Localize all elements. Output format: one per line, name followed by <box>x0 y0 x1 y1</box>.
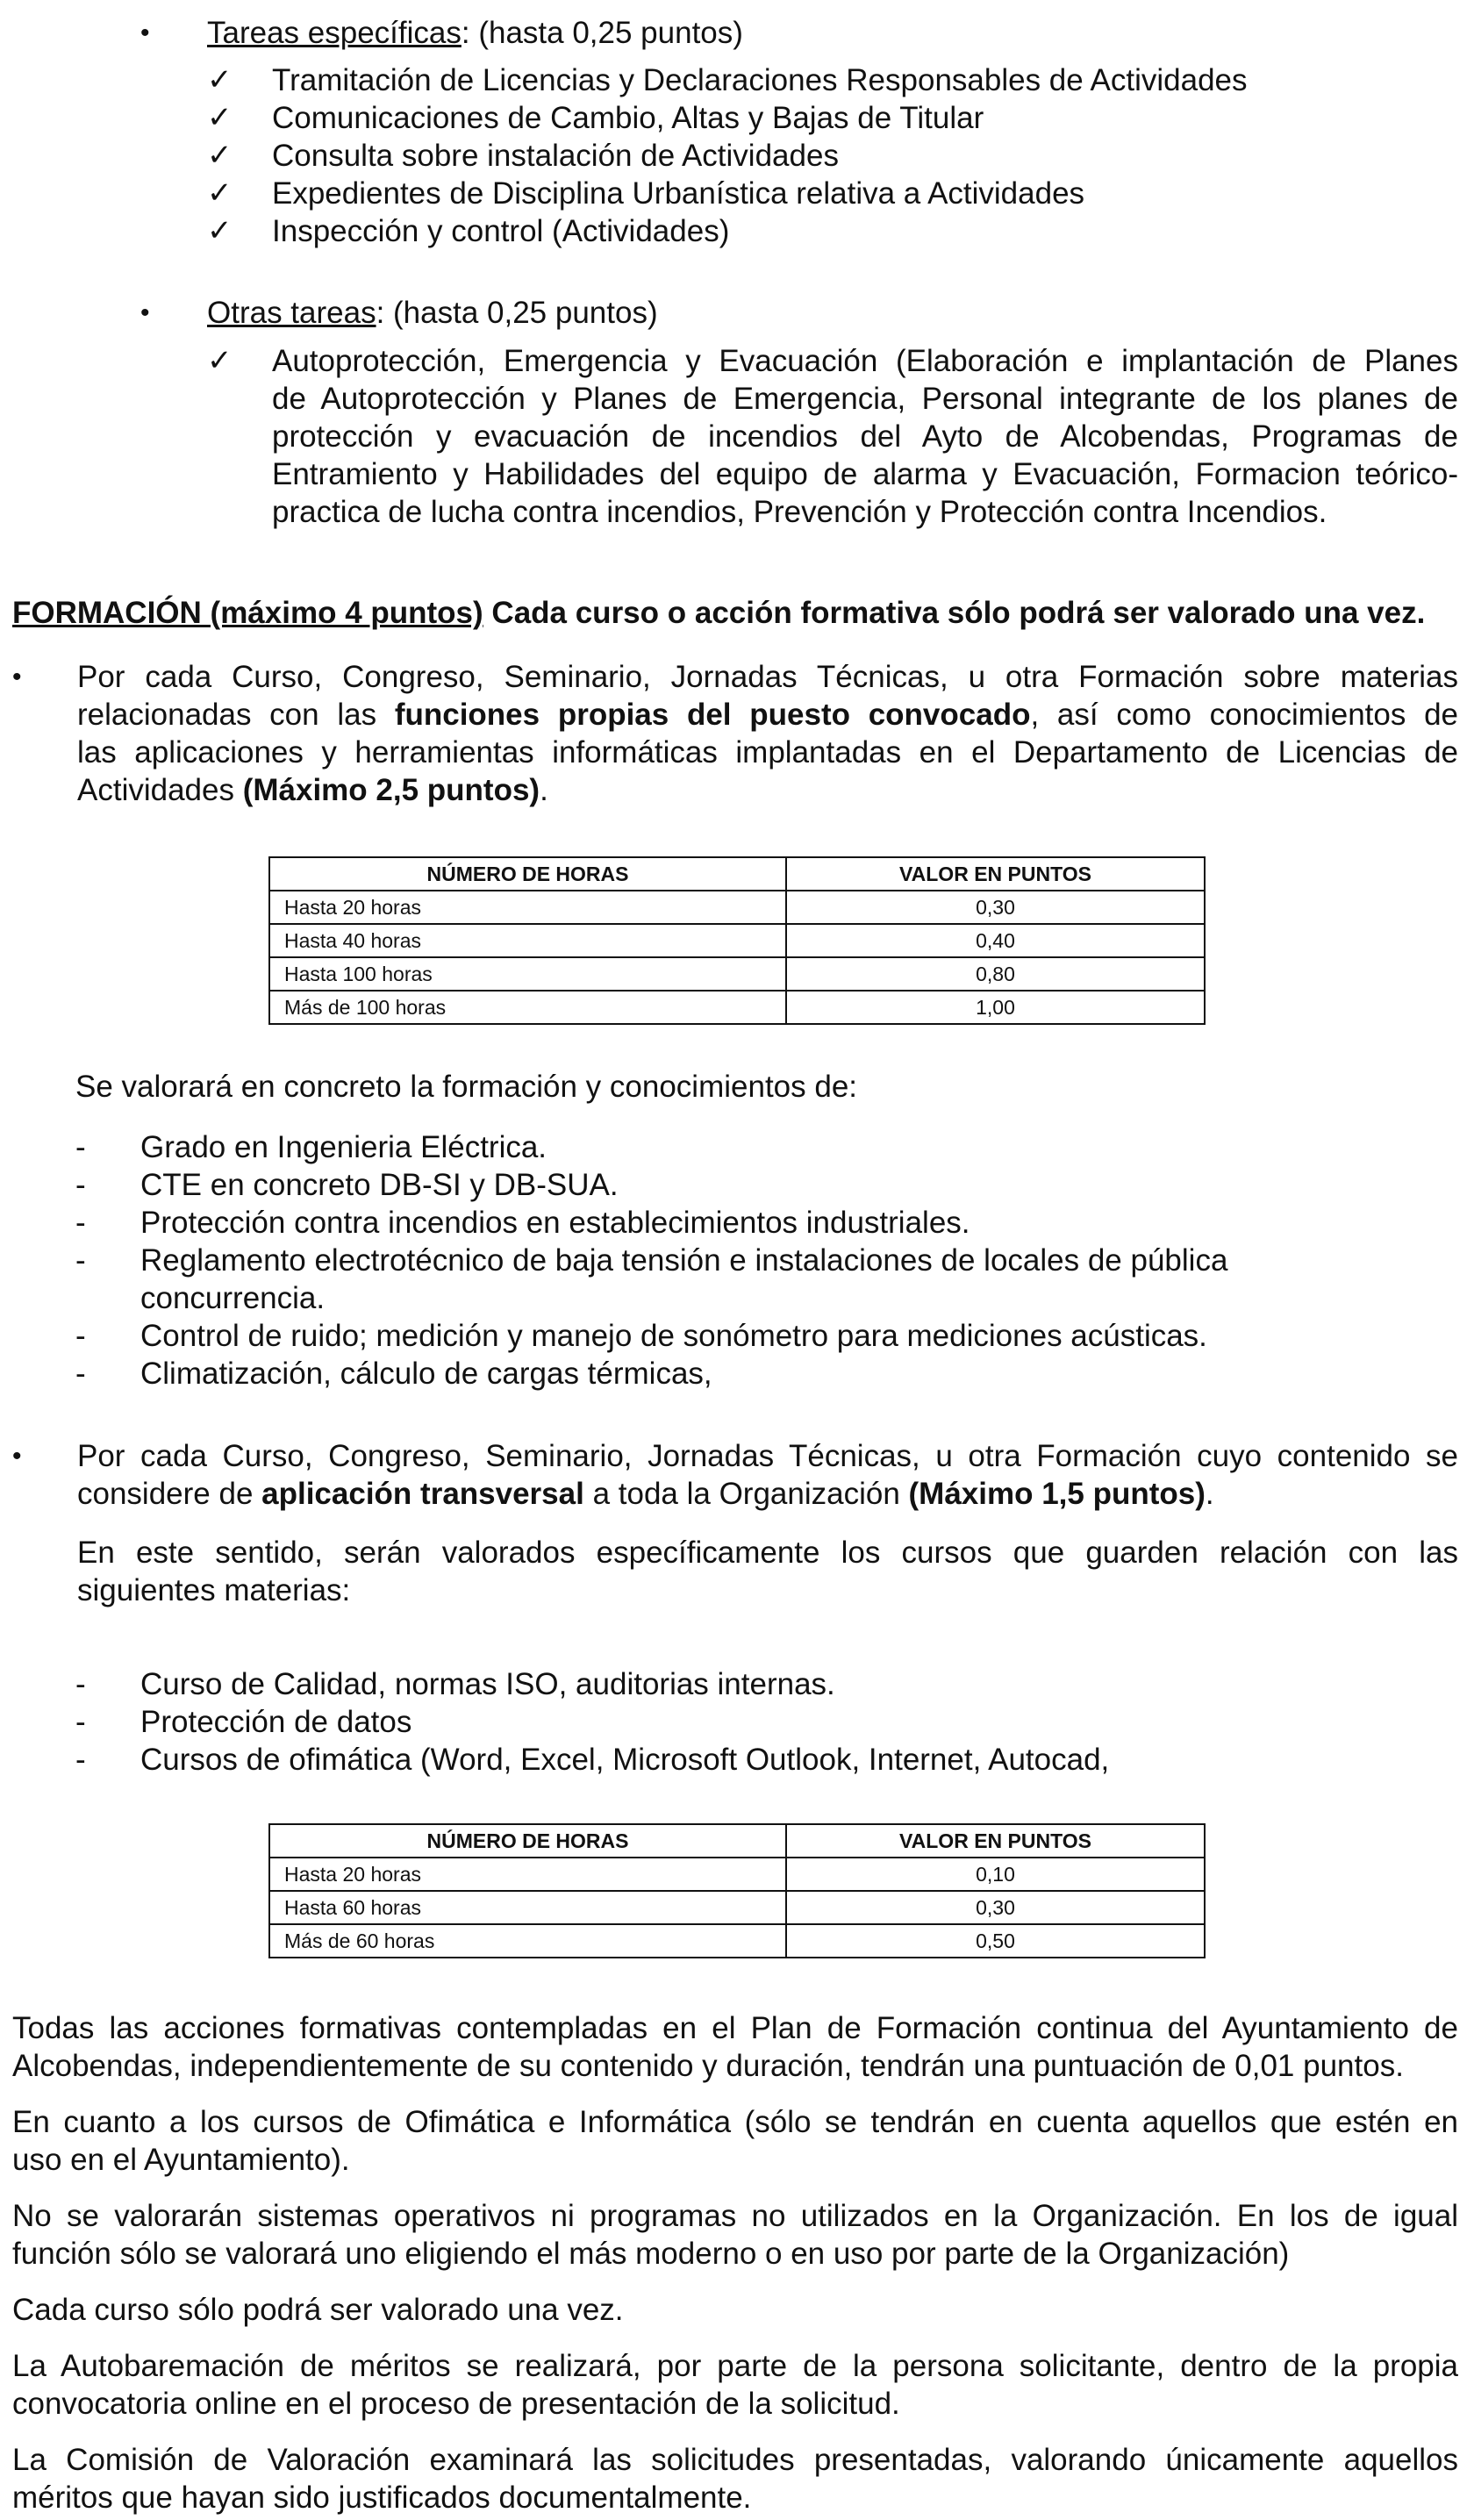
list-item: concurrencia. <box>140 1281 326 1315</box>
table-cell: 0,40 <box>786 924 1205 957</box>
list-item: Protección de datos <box>140 1705 412 1739</box>
formacion-heading <box>12 594 1425 632</box>
list-item: Curso de Calidad, normas ISO, auditorias internas. <box>140 1667 835 1701</box>
formacion-p1-line: Por cada Curso, Congreso, Seminario, Jornadas Técnicas, u otra Formación sobre materias <box>77 660 1458 694</box>
otras-tareas-line: practica de lucha contra incendios, Prevención y Protección contra Incendios. <box>272 495 1327 529</box>
check-icon: ✓ <box>207 214 233 247</box>
list-item: CTE en concreto DB-SI y DB-SUA. <box>140 1168 619 1202</box>
check-icon: ✓ <box>207 344 233 377</box>
tarea-item: Comunicaciones de Cambio, Altas y Bajas de Titular <box>272 101 984 135</box>
bullet: • <box>140 18 150 47</box>
table-cell: Hasta 100 horas <box>269 957 786 991</box>
tarea-item: Tramitación de Licencias y Declaraciones Responsables de Actividades <box>272 63 1248 97</box>
dash: - <box>75 1243 86 1278</box>
check-icon: ✓ <box>207 139 233 172</box>
otras-tareas-points: : (hasta 0,25 puntos) <box>376 296 658 330</box>
table-row <box>269 1924 1205 1958</box>
maximo-1-5-emphasis: (Máximo 1,5 puntos) <box>908 1477 1206 1511</box>
table-row <box>269 924 1205 957</box>
maximo-2-5-emphasis: (Máximo 2,5 puntos) <box>242 773 540 807</box>
otras-tareas-line: de Autoprotección y Planes de Emergencia, Personal integrante de los planes de <box>272 382 1458 416</box>
check-icon: ✓ <box>207 176 233 210</box>
bullet: • <box>12 1442 22 1471</box>
list-item: Grado en Ingenieria Eléctrica. <box>140 1130 547 1164</box>
table-cell: Más de 100 horas <box>269 991 786 1024</box>
table-row <box>269 991 1205 1024</box>
table-cell: 0,30 <box>786 891 1205 924</box>
check-icon: ✓ <box>207 63 233 97</box>
dash: - <box>75 1667 86 1701</box>
table-header: VALOR EN PUNTOS <box>786 1824 1205 1858</box>
table-cell: 1,00 <box>786 991 1205 1024</box>
table-cell: Hasta 60 horas <box>269 1891 786 1924</box>
table-header-row <box>269 857 1205 891</box>
funciones-propias-emphasis: funciones propias del puesto convocado <box>394 698 1031 732</box>
formacion-p1-line: Actividades (Máximo 2,5 puntos). <box>77 773 548 807</box>
check-icon: ✓ <box>207 101 233 134</box>
closing-line: Cada curso sólo podrá ser valorado una vez. <box>12 2293 624 2327</box>
dash: - <box>75 1168 86 1202</box>
bullet: • <box>12 662 22 691</box>
list-item: Climatización, cálculo de cargas térmicas, <box>140 1357 712 1391</box>
formacion-p1-line: las aplicaciones y herramientas informáticas implantadas en el Departamento de Licencias de <box>77 735 1458 770</box>
table-header: NÚMERO DE HORAS <box>269 1824 786 1858</box>
list-item: Reglamento electrotécnico de baja tensión e instalaciones de locales de pública <box>140 1243 1228 1278</box>
formacion-p2-line: En este sentido, serán valorados específicamente los cursos que guarden relación con las <box>77 1536 1458 1570</box>
list-item: Control de ruido; medición y manejo de sonómetro para mediciones acústicas. <box>140 1319 1207 1353</box>
tarea-item: Inspección y control (Actividades) <box>272 214 730 248</box>
formacion-p2-line: siguientes materias: <box>77 1573 351 1607</box>
tarea-item: Expedientes de Disciplina Urbanística relativa a Actividades <box>272 176 1085 211</box>
table-row <box>269 957 1205 991</box>
table-cell: 0,50 <box>786 1924 1205 1958</box>
table-row <box>269 1858 1205 1891</box>
dash: - <box>75 1206 86 1240</box>
closing-line: No se valorarán sistemas operativos ni programas no utilizados en la Organización. En los de igual <box>12 2199 1458 2233</box>
table-cell: Más de 60 horas <box>269 1924 786 1958</box>
table-cell: Hasta 20 horas <box>269 1858 786 1891</box>
table-cell: 0,10 <box>786 1858 1205 1891</box>
table-cell: 0,80 <box>786 957 1205 991</box>
dash: - <box>75 1319 86 1353</box>
table-cell: Hasta 40 horas <box>269 924 786 957</box>
dash: - <box>75 1357 86 1391</box>
closing-line: La Comisión de Valoración examinará las solicitudes presentadas, valorando únicamente aquellos <box>12 2443 1458 2477</box>
closing-line: Alcobendas, independientemente de su contenido y duración, tendrán una puntuación de 0,01 puntos. <box>12 2049 1404 2083</box>
closing-line: Todas las acciones formativas contempladas en el Plan de Formación continua del Ayuntamiento de <box>12 2011 1458 2045</box>
closing-line: En cuanto a los cursos de Ofimática e Informática (sólo se tendrán en cuenta aquellos que estén en <box>12 2105 1458 2139</box>
table-row <box>269 1891 1205 1924</box>
closing-line: La Autobaremación de méritos se realizará, por parte de la persona solicitante, dentro de la propia <box>12 2349 1458 2383</box>
closing-line: uso en el Ayuntamiento). <box>12 2143 350 2177</box>
horas-table-1 <box>268 856 1206 1025</box>
tarea-item: Consulta sobre instalación de Actividades <box>272 139 839 173</box>
formacion-subtitle: Cada curso o acción formativa sólo podrá ser valorado una vez. <box>483 596 1426 630</box>
table-row <box>269 891 1205 924</box>
table-header-row <box>269 1824 1205 1858</box>
list-intro: Se valorará en concreto la formación y conocimientos de: <box>75 1070 858 1104</box>
tareas-especificas-title: Tareas específicas <box>207 16 462 50</box>
dash: - <box>75 1130 86 1164</box>
otras-tareas-line: Entramiento y Habilidades del equipo de alarma y Evacuación, Formacion teórico- <box>272 457 1458 491</box>
formacion-p1-line: relacionadas con las funciones propias del puesto convocado, así como conocimientos de <box>77 698 1459 732</box>
dash: - <box>75 1705 86 1739</box>
tareas-especificas-heading <box>207 14 743 52</box>
table-cell: Hasta 20 horas <box>269 891 786 924</box>
closing-line: convocatoria online en el proceso de presentación de la solicitud. <box>12 2387 900 2421</box>
closing-line: méritos que hayan sido justificados documentalmente. <box>12 2481 752 2515</box>
tareas-especificas-points: : (hasta 0,25 puntos) <box>461 16 743 50</box>
list-item: Protección contra incendios en establecimientos industriales. <box>140 1206 970 1240</box>
table-cell: 0,30 <box>786 1891 1205 1924</box>
closing-line: función sólo se valorará uno eligiendo el más moderno o en uso por parte de la Organización) <box>12 2237 1290 2271</box>
otras-tareas-heading <box>207 294 658 332</box>
dash: - <box>75 1743 86 1777</box>
table-header: VALOR EN PUNTOS <box>786 857 1205 891</box>
otras-tareas-title: Otras tareas <box>207 296 376 330</box>
horas-table-2 <box>268 1823 1206 1958</box>
otras-tareas-line: Autoprotección, Emergencia y Evacuación (Elaboración e implantación de Planes <box>272 344 1458 378</box>
table-header: NÚMERO DE HORAS <box>269 857 786 891</box>
list-item: Cursos de ofimática (Word, Excel, Microsoft Outlook, Internet, Autocad, <box>140 1743 1110 1777</box>
formacion-title: FORMACIÓN (máximo 4 puntos) <box>12 596 483 630</box>
formacion-p2-line: considere de aplicación transversal a toda la Organización (Máximo 1,5 puntos). <box>77 1477 1214 1511</box>
formacion-p2-line: Por cada Curso, Congreso, Seminario, Jornadas Técnicas, u otra Formación cuyo contenido se <box>77 1439 1458 1473</box>
bullet: • <box>140 298 150 327</box>
otras-tareas-line: protección y evacuación de incendios del Ayto de Alcobendas, Programas de <box>272 419 1458 454</box>
aplicacion-transversal-emphasis: aplicación transversal <box>261 1477 584 1511</box>
